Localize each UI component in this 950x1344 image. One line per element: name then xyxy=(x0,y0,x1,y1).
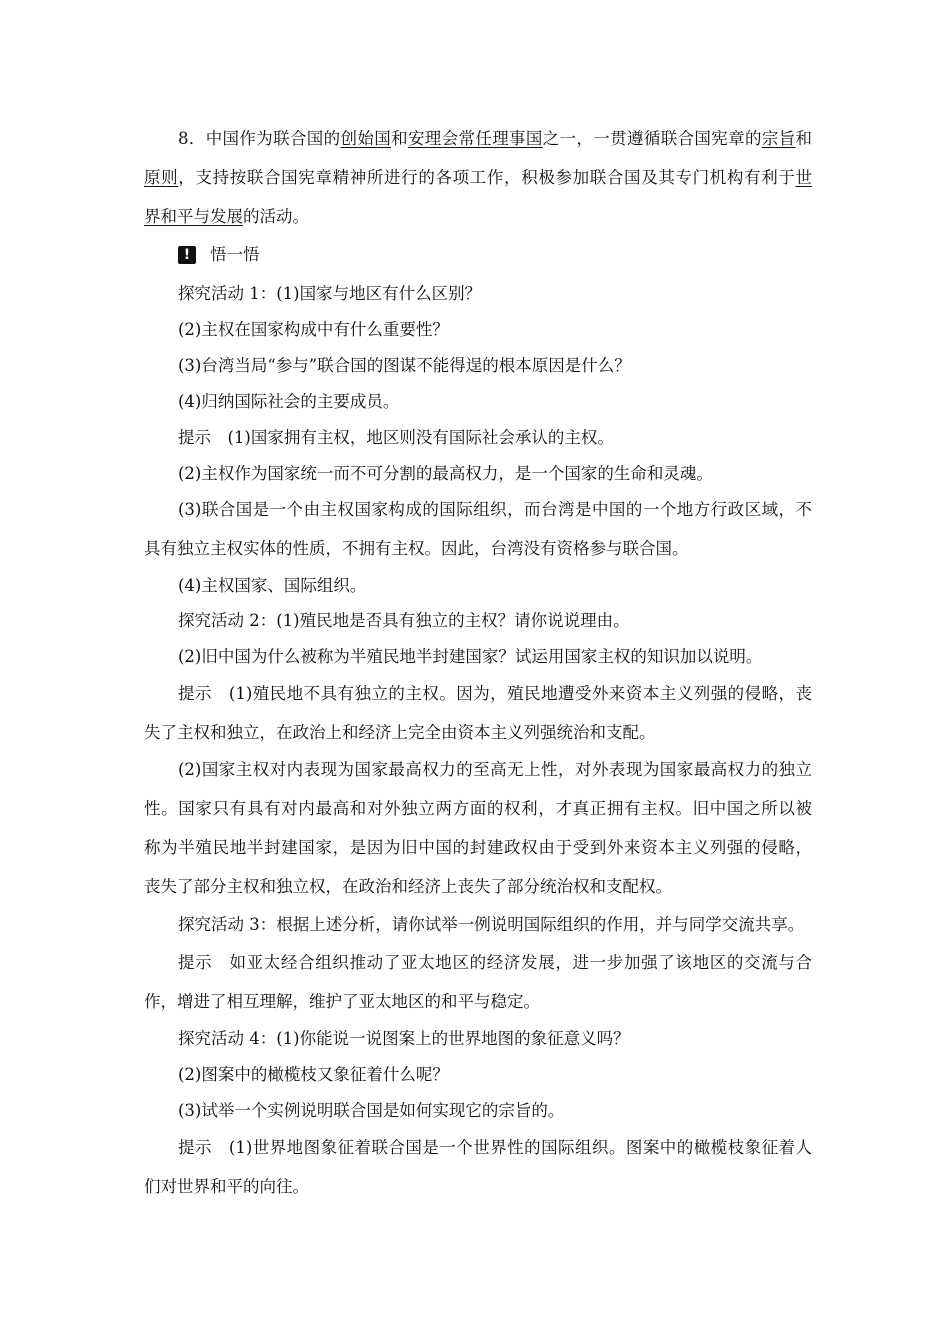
text-line: (2)国家主权对内表现为国家最高权力的至高无上性，对外表现为国家最高权力的独立 xyxy=(178,760,812,779)
text-line: 提示 (1)世界地图象征着联合国是一个世界性的国际组织。图案中的橄榄枝象征着人 xyxy=(178,1138,812,1157)
underlined-term: 宗旨 xyxy=(761,129,796,148)
text-line: 丧失了部分主权和独立权，在政治和经济上丧失了部分统治权和支配权。 xyxy=(144,877,672,896)
text-line: 失了主权和独立，在政治上和经济上完全由资本主义列强统治和支配。 xyxy=(144,723,656,742)
underlined-term: 界和平与发展 xyxy=(144,207,243,226)
text-line: (2)图案中的橄榄枝又象征着什么呢？ xyxy=(178,1065,449,1084)
para-8-line-3: 界和平与发展的活动。 xyxy=(144,207,309,226)
text-line: (3)台湾当局“参与”联合国的图谋不能得逞的根本原因是什么？ xyxy=(178,356,631,375)
text-line: 探究活动 3：根据上述分析，请你试举一例说明国际组织的作用，并与同学交流共享。 xyxy=(178,915,805,934)
text-line: 性。国家只有具有对内最高和对外独立两方面的权利，才真正拥有主权。旧中国之所以被 xyxy=(144,799,812,818)
text-line: 探究活动 2：(1)殖民地是否具有独立的主权？请你说说理由。 xyxy=(178,611,630,630)
underlined-term: 世 xyxy=(795,168,813,187)
text-line: 们对世界和平的向往。 xyxy=(144,1177,309,1196)
text-line: 提示 (1)殖民地不具有独立的主权。因为，殖民地遭受外来资本主义列强的侵略，丧 xyxy=(178,684,812,703)
text-line: 作，增进了相互理解，维护了亚太地区的和平与稳定。 xyxy=(144,992,540,1011)
section-title: 悟一悟 xyxy=(210,245,260,264)
text-line: (4)主权国家、国际组织。 xyxy=(178,576,367,595)
text-line: 探究活动 1：(1)国家与地区有什么区别？ xyxy=(178,284,482,303)
underlined-term: 创始国 xyxy=(340,129,392,148)
text-line: (2)旧中国为什么被称为半殖民地半封建国家？试运用国家主权的知识加以说明。 xyxy=(178,647,763,666)
text-line: (2)主权作为国家统一而不可分割的最高权力，是一个国家的生命和灵魂。 xyxy=(178,464,713,483)
underlined-term: 安理会常任理事国 xyxy=(407,129,543,148)
text-line: (3)试举一个实例说明联合国是如何实现它的宗旨的。 xyxy=(178,1101,565,1120)
para-8-line-2: 原则，支持按联合国宪章精神所进行的各项工作，积极参加联合国及其专门机构有利于世 xyxy=(144,168,813,187)
text-line: 称为半殖民地半封建国家，是因为旧中国的封建政权由于受到外来资本主义列强的侵略， xyxy=(144,838,812,857)
text-line: (4)归纳国际社会的主要成员。 xyxy=(178,392,400,411)
text-line: (2)主权在国家构成中有什么重要性？ xyxy=(178,320,449,339)
exclamation-icon: ! xyxy=(178,246,196,264)
text-line: 提示 如亚太经合组织推动了亚太地区的经济发展，进一步加强了该地区的交流与合 xyxy=(178,953,812,972)
text-line: (3)联合国是一个由主权国家构成的国际组织，而台湾是中国的一个地方行政区域，不 xyxy=(178,500,812,519)
para-8-line-1: 8．中国作为联合国的创始国和安理会常任理事国之一，一贯遵循联合国宪章的宗旨和 xyxy=(178,129,813,148)
text-line: 提示 (1)国家拥有主权，地区则没有国际社会承认的主权。 xyxy=(178,428,614,447)
underlined-term: 原则 xyxy=(144,168,179,187)
text-line: 探究活动 4：(1)你能说一说图案上的世界地图的象征意义吗？ xyxy=(178,1029,630,1048)
text-line: 具有独立主权实体的性质，不拥有主权。因此，台湾没有资格参与联合国。 xyxy=(144,539,689,558)
